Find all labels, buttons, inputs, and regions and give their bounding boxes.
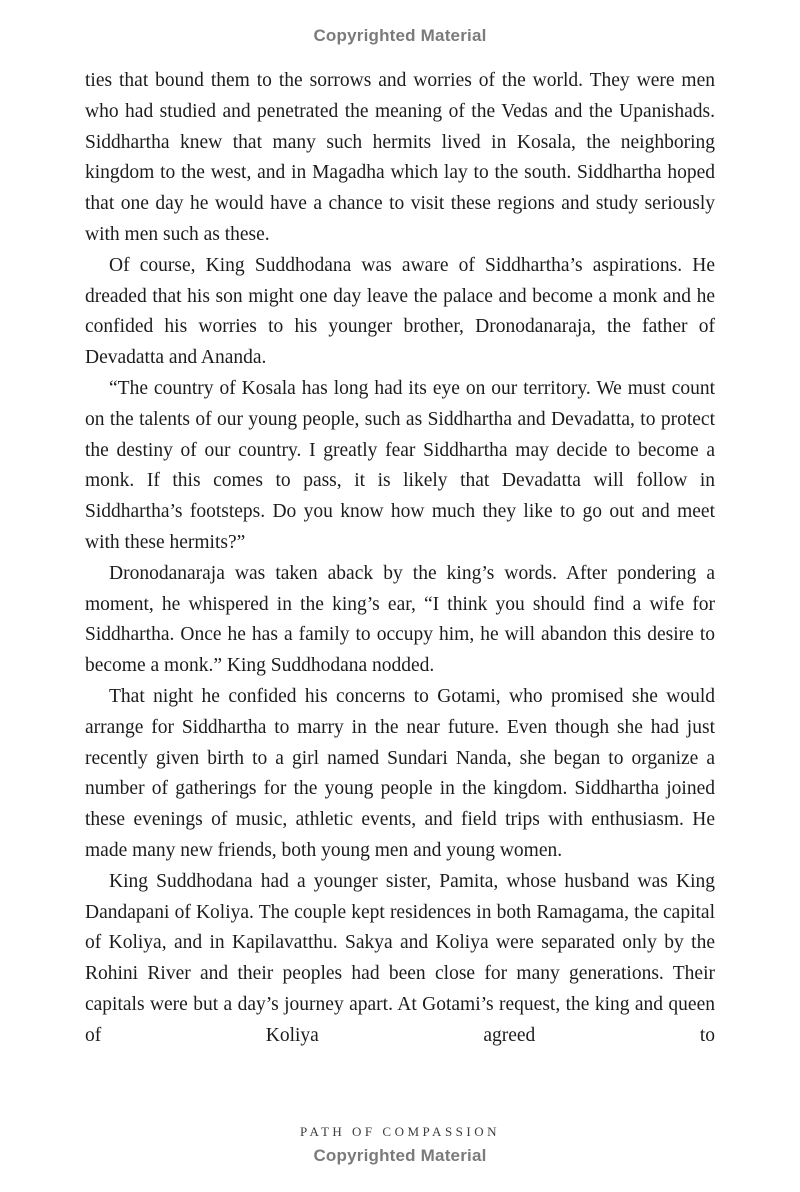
paragraph: Of course, King Suddhodana was aware of Siddhartha’s aspirations. He dreaded that his son might one day leave the palace and become a monk and he confided his worries to his younger brother, Dronodanaraja, the father of Devadatta and Ananda. <box>85 254 715 369</box>
copyright-notice-top: Copyrighted Material <box>313 26 487 45</box>
paragraph: Dronodanaraja was taken aback by the king’s words. After pondering a moment, he whispered in the king’s ear, “I think you should find a wife for Siddhartha. Once he has a family to occupy him, he will abandon this desire to become a monk.” King Suddhodana nodded. <box>85 562 715 677</box>
copyright-notice-bottom: Copyrighted Material <box>313 1146 487 1165</box>
paragraph: ties that bound them to the sorrows and worries of the world. They were men who had studied and penetrated the meaning of the Vedas and the Upanishads. Siddhartha knew that many such hermits lived in Kosala, the neighboring kingdom to the west, and in Magadha which lay to the south. Siddhartha hoped that one day he would have a chance to visit these regions and study seriously with men such as these. <box>85 70 715 245</box>
paragraph: That night he confided his concerns to Gotami, who promised she would arrange for Siddhartha to marry in the near future. Even though she had just recently given birth to a girl named Sundari Nanda, she began to organize a number of gatherings for the young people in the kingdom. Siddhartha joined these evenings of music, athletic events, and field trips with enthusiasm. He made many new friends, both young men and young women. <box>85 685 715 861</box>
paragraph: King Suddhodana had a younger sister, Pamita, whose husband was King Dandapani of Koliya. The couple kept residences in both Ramagama, the capital of Koliya, and in Kapilavatthu. Sakya and Koliya were separated only by the Rohini River and their peoples had been close for many generations. Their capitals were but a day’s journey apart. At Gotami’s request, the king and queen of Koliya agreed to <box>85 870 715 1046</box>
paragraph: “The country of Kosala has long had its eye on our territory. We must count on the talents of our young people, such as Siddhartha and Devadatta, to protect the destiny of our country. I greatly fear Siddhartha may decide to become a monk. If this comes to pass, it is likely that Devadatta will follow in Siddhartha’s footsteps. Do you know how much they like to go out and meet with these hermits?” <box>85 377 715 553</box>
running-title: PATH OF COMPASSION <box>299 1124 501 1139</box>
body-text <box>85 66 715 1052</box>
